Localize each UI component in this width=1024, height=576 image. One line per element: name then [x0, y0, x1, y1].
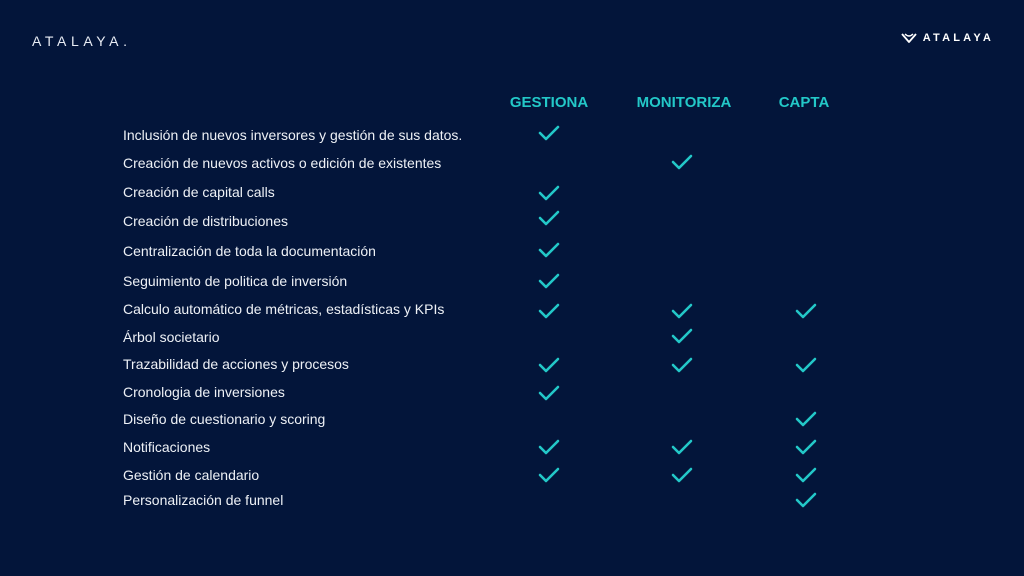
feature-label: Diseño de cuestionario y scoring	[123, 411, 326, 427]
check-icon	[538, 439, 560, 455]
check-icon	[795, 492, 817, 508]
check-icon	[538, 273, 560, 289]
feature-label: Trazabilidad de acciones y procesos	[123, 356, 349, 372]
atalaya-eye-icon	[901, 32, 917, 44]
feature-label: Notificaciones	[123, 439, 211, 455]
feature-label: Cronologia de inversiones	[123, 384, 285, 400]
check-icon	[795, 467, 817, 483]
check-icon	[795, 303, 817, 319]
feature-label: Calculo automático de métricas, estadísticas y KPIs	[123, 301, 445, 317]
check-icon	[538, 185, 560, 201]
check-icon	[671, 303, 693, 319]
check-icon	[671, 467, 693, 483]
check-icon	[538, 242, 560, 258]
check-icon	[538, 210, 560, 226]
check-icon	[795, 439, 817, 455]
check-icon	[795, 357, 817, 373]
column-header-monitoriza: MONITORIZA	[636, 94, 732, 111]
feature-label: Inclusión de nuevos inversores y gestión de sus datos.	[123, 127, 463, 143]
check-icon	[538, 125, 560, 141]
feature-label: Centralización de toda la documentación	[123, 243, 376, 259]
brand-wordmark-right: ATALAYA	[922, 32, 994, 44]
column-header-capta: CAPTA	[778, 94, 830, 111]
check-icon	[538, 467, 560, 483]
check-icon	[671, 328, 693, 344]
check-icon	[795, 411, 817, 427]
feature-label: Creación de capital calls	[123, 184, 275, 200]
feature-label: Seguimiento de politica de inversión	[123, 273, 348, 289]
check-icon	[671, 439, 693, 455]
feature-label: Personalización de funnel	[123, 492, 284, 508]
check-icon	[671, 154, 693, 170]
check-icon	[538, 357, 560, 373]
brand-logo	[901, 32, 994, 44]
check-icon	[538, 385, 560, 401]
check-icon	[538, 303, 560, 319]
feature-label: Gestión de calendario	[123, 467, 260, 483]
feature-label: Creación de nuevos activos o edición de existentes	[123, 155, 442, 171]
feature-label: Creación de distribuciones	[123, 213, 288, 229]
feature-label: Árbol societario	[123, 329, 220, 345]
column-header-gestiona: GESTIONA	[509, 94, 589, 111]
check-icon	[671, 357, 693, 373]
brand-wordmark-left: ATALAYA.	[32, 33, 132, 49]
